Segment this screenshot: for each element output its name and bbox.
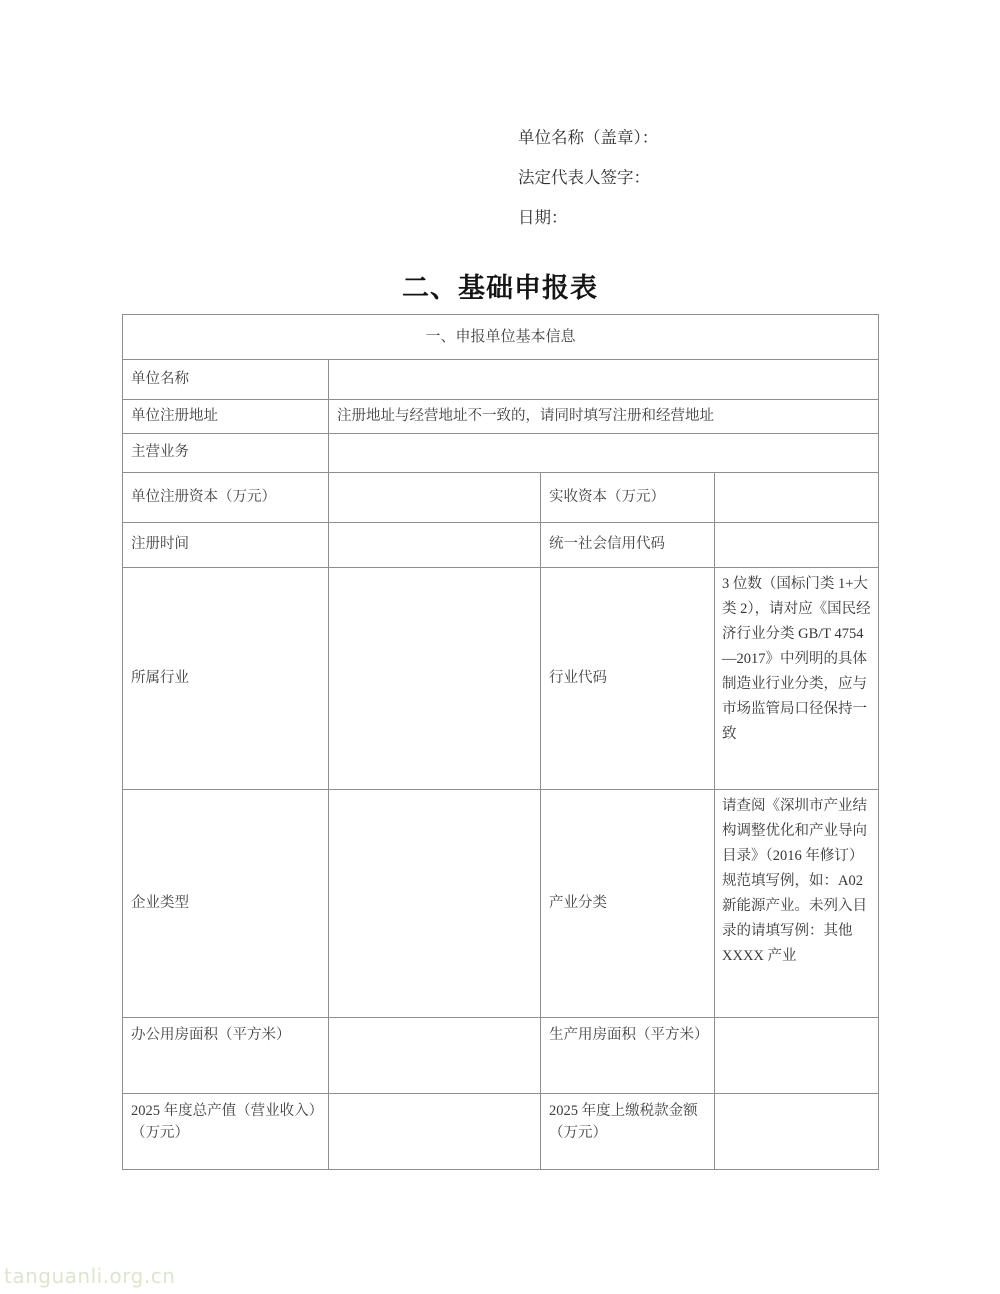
label-registered-address bbox=[123, 400, 329, 434]
field-paid-in-capital[interactable] bbox=[715, 473, 879, 523]
field-main-business-value bbox=[329, 448, 878, 458]
field-enterprise-type[interactable] bbox=[329, 790, 541, 1018]
label-registered-address-text: 单位注册地址 bbox=[131, 407, 218, 424]
field-registered-address[interactable] bbox=[329, 400, 879, 434]
label-industry-text: 所属行业 bbox=[131, 669, 189, 686]
field-industry[interactable] bbox=[329, 568, 541, 790]
field-office-area[interactable] bbox=[329, 1018, 541, 1094]
label-annual-output-value bbox=[123, 1094, 329, 1170]
field-registration-date[interactable] bbox=[329, 523, 541, 568]
basic-info-form-table bbox=[122, 314, 879, 1170]
table-row-registered-address bbox=[123, 400, 879, 434]
label-enterprise-type-text: 企业类型 bbox=[131, 894, 189, 911]
signature-block bbox=[518, 118, 878, 238]
field-social-credit-code[interactable] bbox=[715, 523, 879, 568]
label-registration-date bbox=[123, 523, 329, 568]
label-main-business bbox=[123, 434, 329, 473]
field-industry-value bbox=[329, 674, 540, 684]
label-enterprise-type bbox=[123, 790, 329, 1018]
field-industry-classification-note-text: 请查阅《深圳市产业结构调整优化和产业导向目录》（2016 年修订）规范填写例，如：A02 新能源产业。未列入目录的请填写例：其他 XXXX 产业 bbox=[722, 798, 867, 964]
label-paid-in-capital-text: 实收资本（万元） bbox=[549, 488, 665, 505]
table-row-registered-capital bbox=[123, 473, 879, 523]
table-row-enterprise-type bbox=[123, 790, 879, 1018]
field-paid-in-capital-value bbox=[715, 493, 878, 503]
label-industry bbox=[123, 568, 329, 790]
signature-line-legal-representative: 法定代表人签字： bbox=[518, 168, 650, 187]
label-office-area bbox=[123, 1018, 329, 1094]
label-annual-tax-paid bbox=[541, 1094, 715, 1170]
table-section-header-label: 一、申报单位基本信息 bbox=[425, 328, 576, 345]
field-industry-classification-note[interactable] bbox=[715, 790, 879, 1018]
label-company-name-text: 单位名称 bbox=[131, 370, 189, 387]
table-section-header-cell bbox=[123, 315, 879, 360]
table-row-company-name bbox=[123, 360, 879, 400]
field-social-credit-code-value bbox=[715, 540, 878, 550]
label-production-area-text: 生产用房面积（平方米） bbox=[549, 1027, 709, 1043]
label-registered-capital-text: 单位注册资本（万元） bbox=[131, 488, 276, 505]
field-office-area-value bbox=[329, 1051, 540, 1061]
label-industry-code-text: 行业代码 bbox=[549, 669, 607, 686]
label-industry-classification bbox=[541, 790, 715, 1018]
table-row-main-business bbox=[123, 434, 879, 473]
field-registered-address-value: 注册地址与经营地址不一致的，请同时填写注册和经营地址 bbox=[337, 407, 714, 424]
field-production-area-value bbox=[715, 1051, 878, 1061]
field-annual-output-value-input bbox=[329, 1127, 540, 1137]
label-registered-capital bbox=[123, 473, 329, 523]
field-registered-capital[interactable] bbox=[329, 473, 541, 523]
label-production-area bbox=[541, 1018, 715, 1094]
field-enterprise-type-value bbox=[329, 899, 540, 909]
label-industry-classification-text: 产业分类 bbox=[549, 894, 607, 911]
site-watermark: tanguanli.org.cn bbox=[4, 1264, 176, 1288]
label-annual-output-value-text: 2025 年度总产值（营业收入）（万元） bbox=[131, 1103, 316, 1141]
field-production-area[interactable] bbox=[715, 1018, 879, 1094]
field-industry-code-note[interactable] bbox=[715, 568, 879, 790]
field-main-business[interactable] bbox=[329, 434, 879, 473]
field-annual-tax-paid[interactable] bbox=[715, 1094, 879, 1170]
page-title: 二、基础申报表 bbox=[402, 273, 598, 303]
label-office-area-text: 办公用房面积（平方米） bbox=[131, 1027, 291, 1043]
label-industry-code bbox=[541, 568, 715, 790]
field-annual-tax-paid-value bbox=[715, 1127, 878, 1137]
field-industry-code-note-text: 3 位数（国标门类 1+大类 2），请对应《国民经济行业分类 GB/T 4754—2017》中列明的具体制造业行业分类，应与市场监管局口径保持一致 bbox=[722, 576, 871, 742]
field-company-name-value bbox=[329, 375, 878, 385]
signature-line-company-seal: 单位名称（盖章）： bbox=[518, 128, 659, 147]
field-annual-output-value[interactable] bbox=[329, 1094, 541, 1170]
label-registration-date-text: 注册时间 bbox=[131, 536, 189, 553]
label-company-name bbox=[123, 360, 329, 400]
label-paid-in-capital bbox=[541, 473, 715, 523]
label-annual-tax-paid-text: 2025 年度上缴税款金额（万元） bbox=[549, 1103, 698, 1141]
field-registration-date-value bbox=[329, 540, 540, 550]
table-row-annual-output bbox=[123, 1094, 879, 1170]
label-social-credit-code bbox=[541, 523, 715, 568]
table-row-industry bbox=[123, 568, 879, 790]
label-social-credit-code-text: 统一社会信用代码 bbox=[549, 536, 665, 553]
signature-line-date: 日期： bbox=[518, 208, 568, 227]
table-row-registration-date bbox=[123, 523, 879, 568]
table-header-row bbox=[123, 315, 879, 360]
field-company-name[interactable] bbox=[329, 360, 879, 400]
label-main-business-text: 主营业务 bbox=[131, 444, 189, 461]
field-registered-capital-value bbox=[329, 493, 540, 503]
table-row-floor-area bbox=[123, 1018, 879, 1094]
